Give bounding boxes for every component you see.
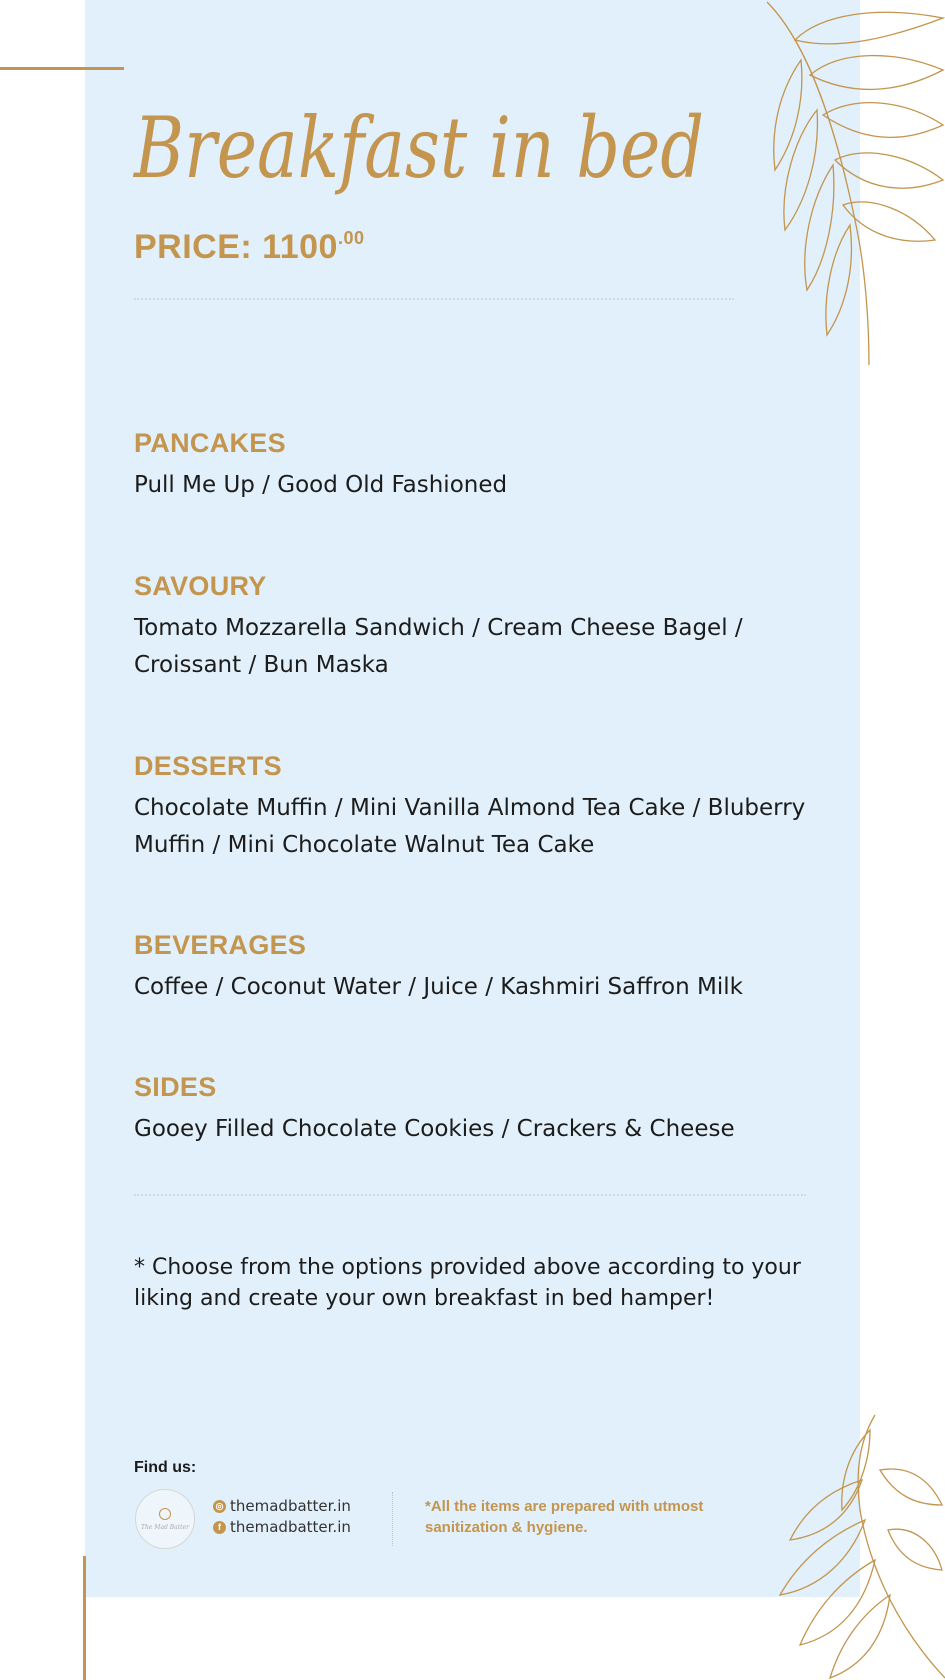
section-pancakes [134, 425, 824, 504]
hygiene-note: *All the items are prepared with utmost sanitization & hygiene. [425, 1498, 704, 1536]
title-text: Breakfast in bed [132, 99, 705, 197]
instagram-link[interactable] [213, 1497, 351, 1515]
section-heading: SIDES [134, 1072, 217, 1102]
decorative-line-bottom [83, 1556, 86, 1680]
section-savoury [134, 568, 824, 684]
hamper-note: * Choose from the options provided above according to your liking and create your own breakfast in bed hamper! [134, 1255, 801, 1311]
leaf-decoration-top [765, 0, 945, 370]
section-items: Chocolate Muffin / Mini Vanilla Almond Tea Cake / Bluberry Muffin / Mini Chocolate Walnut Tea Cake [134, 795, 806, 858]
divider-top [134, 298, 734, 300]
divider-bottom [134, 1194, 806, 1196]
section-desserts [134, 748, 824, 864]
footer-separator [392, 1492, 393, 1546]
section-heading: BEVERAGES [134, 930, 307, 960]
brand-logo [135, 1489, 195, 1549]
section-heading: DESSERTS [134, 751, 282, 781]
price-cents: .00 [337, 228, 365, 248]
section-beverages [134, 927, 824, 1006]
instagram-handle: themadbatter.in [230, 1497, 351, 1515]
section-items: Gooey Filled Chocolate Cookies / Crackers & Cheese [134, 1116, 735, 1142]
section-heading: SAVOURY [134, 571, 267, 601]
section-items: Tomato Mozzarella Sandwich / Cream Cheese Bagel / Croissant / Bun Maska [134, 615, 743, 678]
section-sides [134, 1069, 824, 1148]
section-heading: PANCAKES [134, 428, 286, 458]
facebook-handle: themadbatter.in [230, 1518, 351, 1536]
instagram-icon: ◎ [213, 1500, 226, 1513]
facebook-icon: f [213, 1521, 226, 1534]
section-items: Pull Me Up / Good Old Fashioned [134, 472, 508, 498]
logo-text: The Mad Batter [140, 1523, 190, 1531]
find-us-label: Find us: [134, 1459, 197, 1476]
page-title [130, 72, 730, 212]
price-label [134, 228, 364, 267]
price-amount: PRICE: 1100 [134, 228, 338, 266]
logo-mark-icon [159, 1508, 171, 1520]
section-items: Coffee / Coconut Water / Juice / Kashmiri Saffron Milk [134, 974, 743, 1000]
decorative-line-top [0, 67, 124, 70]
facebook-link[interactable] [213, 1518, 351, 1536]
leaf-decoration-bottom [770, 1410, 945, 1680]
